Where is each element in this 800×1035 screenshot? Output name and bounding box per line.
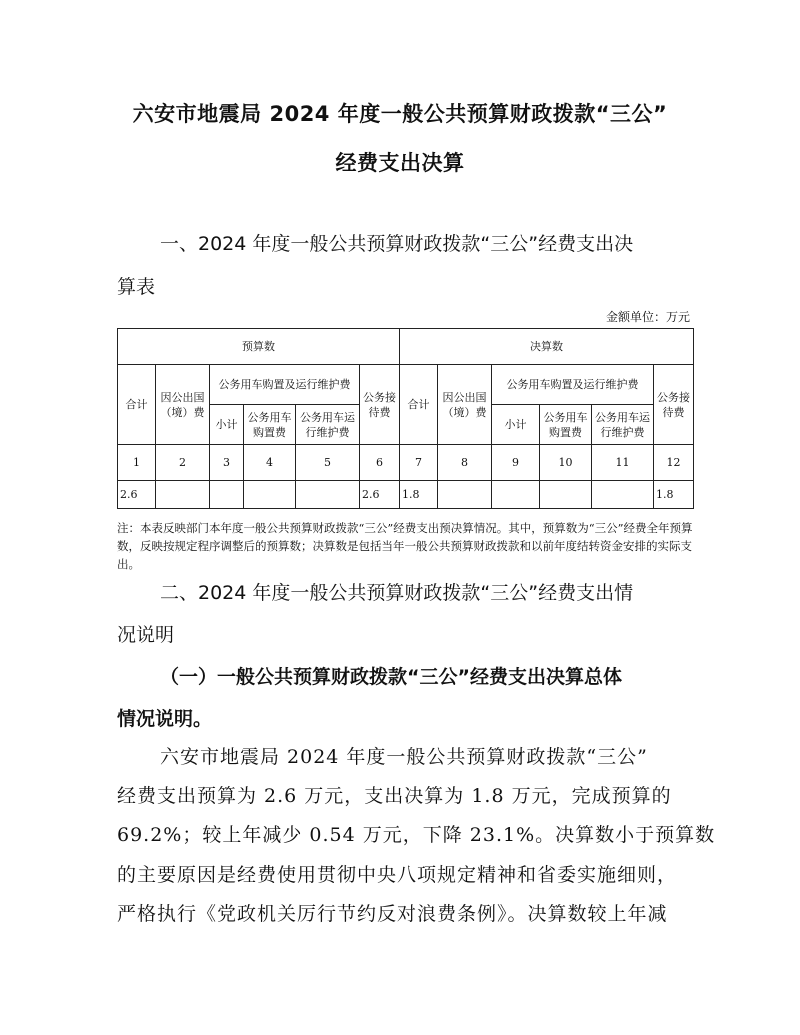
data-cell (492, 481, 540, 509)
table-unit-label: 金额单位：万元 (605, 310, 690, 324)
document-title-line-1: 六安市地震局 2024 年度一般公共预算财政拨款“三公” (132, 102, 668, 126)
section-1-heading-line-2: 算表 (117, 276, 156, 298)
final-car-operation-header: 公务用车运行维护费 (592, 405, 654, 445)
section-2-heading-line-1: 二、2024 年度一般公共预算财政拨款“三公”经费支出情 (160, 582, 634, 604)
data-cell (210, 481, 244, 509)
column-number-cell: 6 (360, 445, 400, 481)
paragraph-line: 的主要原因是经费使用贯彻中央八项规定精神和省委实施细则， (117, 864, 678, 886)
column-number-cell: 9 (492, 445, 540, 481)
column-number-cell: 2 (156, 445, 210, 481)
column-number-cell: 11 (592, 445, 654, 481)
data-cell (438, 481, 492, 509)
final-car-group-header: 公务用车购置及运行维护费 (492, 365, 654, 405)
column-number-cell: 3 (210, 445, 244, 481)
data-cell: 2.6 (118, 481, 156, 509)
final-total-header: 合计 (400, 365, 438, 445)
column-number-cell: 10 (540, 445, 592, 481)
budget-abroad-header: 因公出国（境）费 (156, 365, 210, 445)
column-number-cell: 12 (654, 445, 694, 481)
column-number-cell: 1 (118, 445, 156, 481)
column-number-cell: 8 (438, 445, 492, 481)
column-number-cell: 4 (244, 445, 296, 481)
column-number-cell: 7 (400, 445, 438, 481)
paragraph-line: 严格执行《党政机关厉行节约反对浪费条例》。决算数较上年减 (117, 903, 668, 925)
table-row (118, 445, 694, 481)
section-2-heading-line-2: 况说明 (117, 624, 175, 646)
table-row (118, 481, 694, 509)
table-row (118, 329, 694, 365)
paragraph-line: 69.2%；较上年减少 0.54 万元，下降 23.1%。决算数小于预算数 (117, 824, 716, 846)
section-1-heading-line-1: 一、2024 年度一般公共预算财政拨款“三公”经费支出决 (160, 233, 634, 255)
data-cell: 2.6 (360, 481, 400, 509)
table-row (118, 365, 694, 405)
final-group-header: 决算数 (400, 329, 694, 365)
budget-group-header: 预算数 (118, 329, 400, 365)
paragraph-line: 六安市地震局 2024 年度一般公共预算财政拨款“三公” (160, 746, 648, 768)
data-cell: 1.8 (400, 481, 438, 509)
budget-car-operation-header: 公务用车运行维护费 (296, 405, 360, 445)
data-cell (592, 481, 654, 509)
data-cell (156, 481, 210, 509)
final-reception-header: 公务接待费 (654, 365, 694, 445)
paragraph-line: 经费支出预算为 2.6 万元，支出决算为 1.8 万元，完成预算的 (117, 785, 672, 807)
subsection-1-heading-line-1: （一）一般公共预算财政拨款“三公”经费支出决算总体 (160, 666, 622, 688)
budget-total-header: 合计 (118, 365, 156, 445)
data-cell: 1.8 (654, 481, 694, 509)
data-cell (540, 481, 592, 509)
document-title-line-2: 经费支出决算 (335, 151, 465, 175)
column-number-cell: 5 (296, 445, 360, 481)
data-cell (244, 481, 296, 509)
final-car-purchase-header: 公务用车购置费 (540, 405, 592, 445)
final-subtotal-header: 小计 (492, 405, 540, 445)
final-abroad-header: 因公出国（境）费 (438, 365, 492, 445)
data-cell (296, 481, 360, 509)
budget-reception-header: 公务接待费 (360, 365, 400, 445)
budget-subtotal-header: 小计 (210, 405, 244, 445)
subsection-1-heading-line-2: 情况说明。 (117, 708, 213, 730)
budget-car-group-header: 公务用车购置及运行维护费 (210, 365, 360, 405)
table-note: 注：本表反映部门本年度一般公共预算财政拨款“三公”经费支出预决算情况。其中，预算数为“三公”经费全年预算数，反映按规定程序调整后的预算数；决算数是包括当年一般公共预算财政拨款和以前年度结转资金安排的实际支出。 (117, 521, 693, 571)
budget-car-purchase-header: 公务用车购置费 (244, 405, 296, 445)
three-public-expenses-table (117, 328, 694, 509)
